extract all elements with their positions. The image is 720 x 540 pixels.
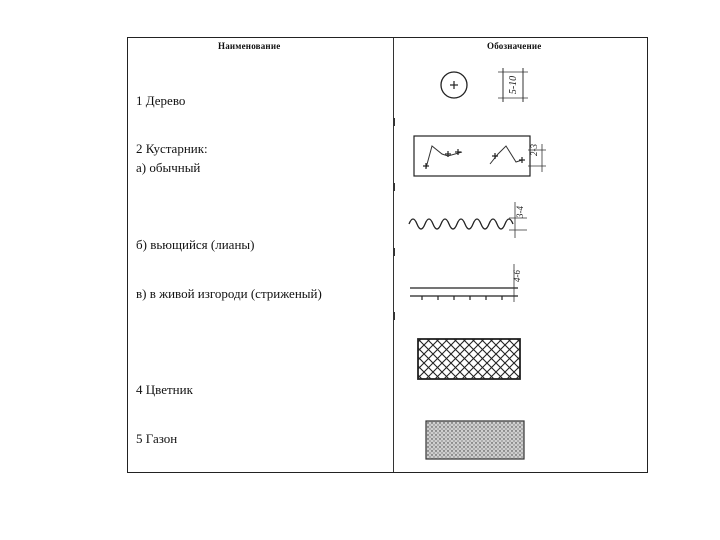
tree-dimension: 5-10	[508, 75, 519, 95]
shrub-a-dimension: 2-3	[529, 144, 539, 156]
shrub-hedge-symbol	[408, 262, 533, 307]
divider-tick	[393, 183, 395, 191]
header-name: Наименование	[218, 41, 281, 51]
shrub-ordinary-symbol	[412, 130, 552, 180]
row-shrub-a-label: а) обычный	[136, 160, 201, 175]
tree-symbol	[430, 60, 540, 110]
divider-tick	[393, 118, 395, 126]
row-shrub-b-label: б) вьющийся (лианы)	[136, 237, 255, 252]
flowerbed-symbol	[415, 336, 525, 382]
row-flowerbed-label: 4 Цветник	[136, 382, 193, 397]
row-shrub-label: 2 Кустарник:	[136, 141, 208, 156]
legend-table	[127, 37, 648, 473]
divider-tick	[393, 312, 395, 320]
row-lawn-label: 5 Газон	[136, 431, 178, 446]
header-symbol: Обозначение	[487, 41, 542, 51]
lawn-symbol	[423, 418, 529, 462]
row-shrub-c-label: в) в живой изгороди (стриженый)	[136, 286, 322, 301]
shrub-c-dimension: 4-6	[512, 270, 522, 282]
row-tree-label: 1 Дерево	[136, 93, 186, 108]
shrub-b-dimension: 3-4	[515, 206, 525, 218]
divider-tick	[393, 248, 395, 256]
shrub-climbing-symbol	[405, 198, 535, 243]
